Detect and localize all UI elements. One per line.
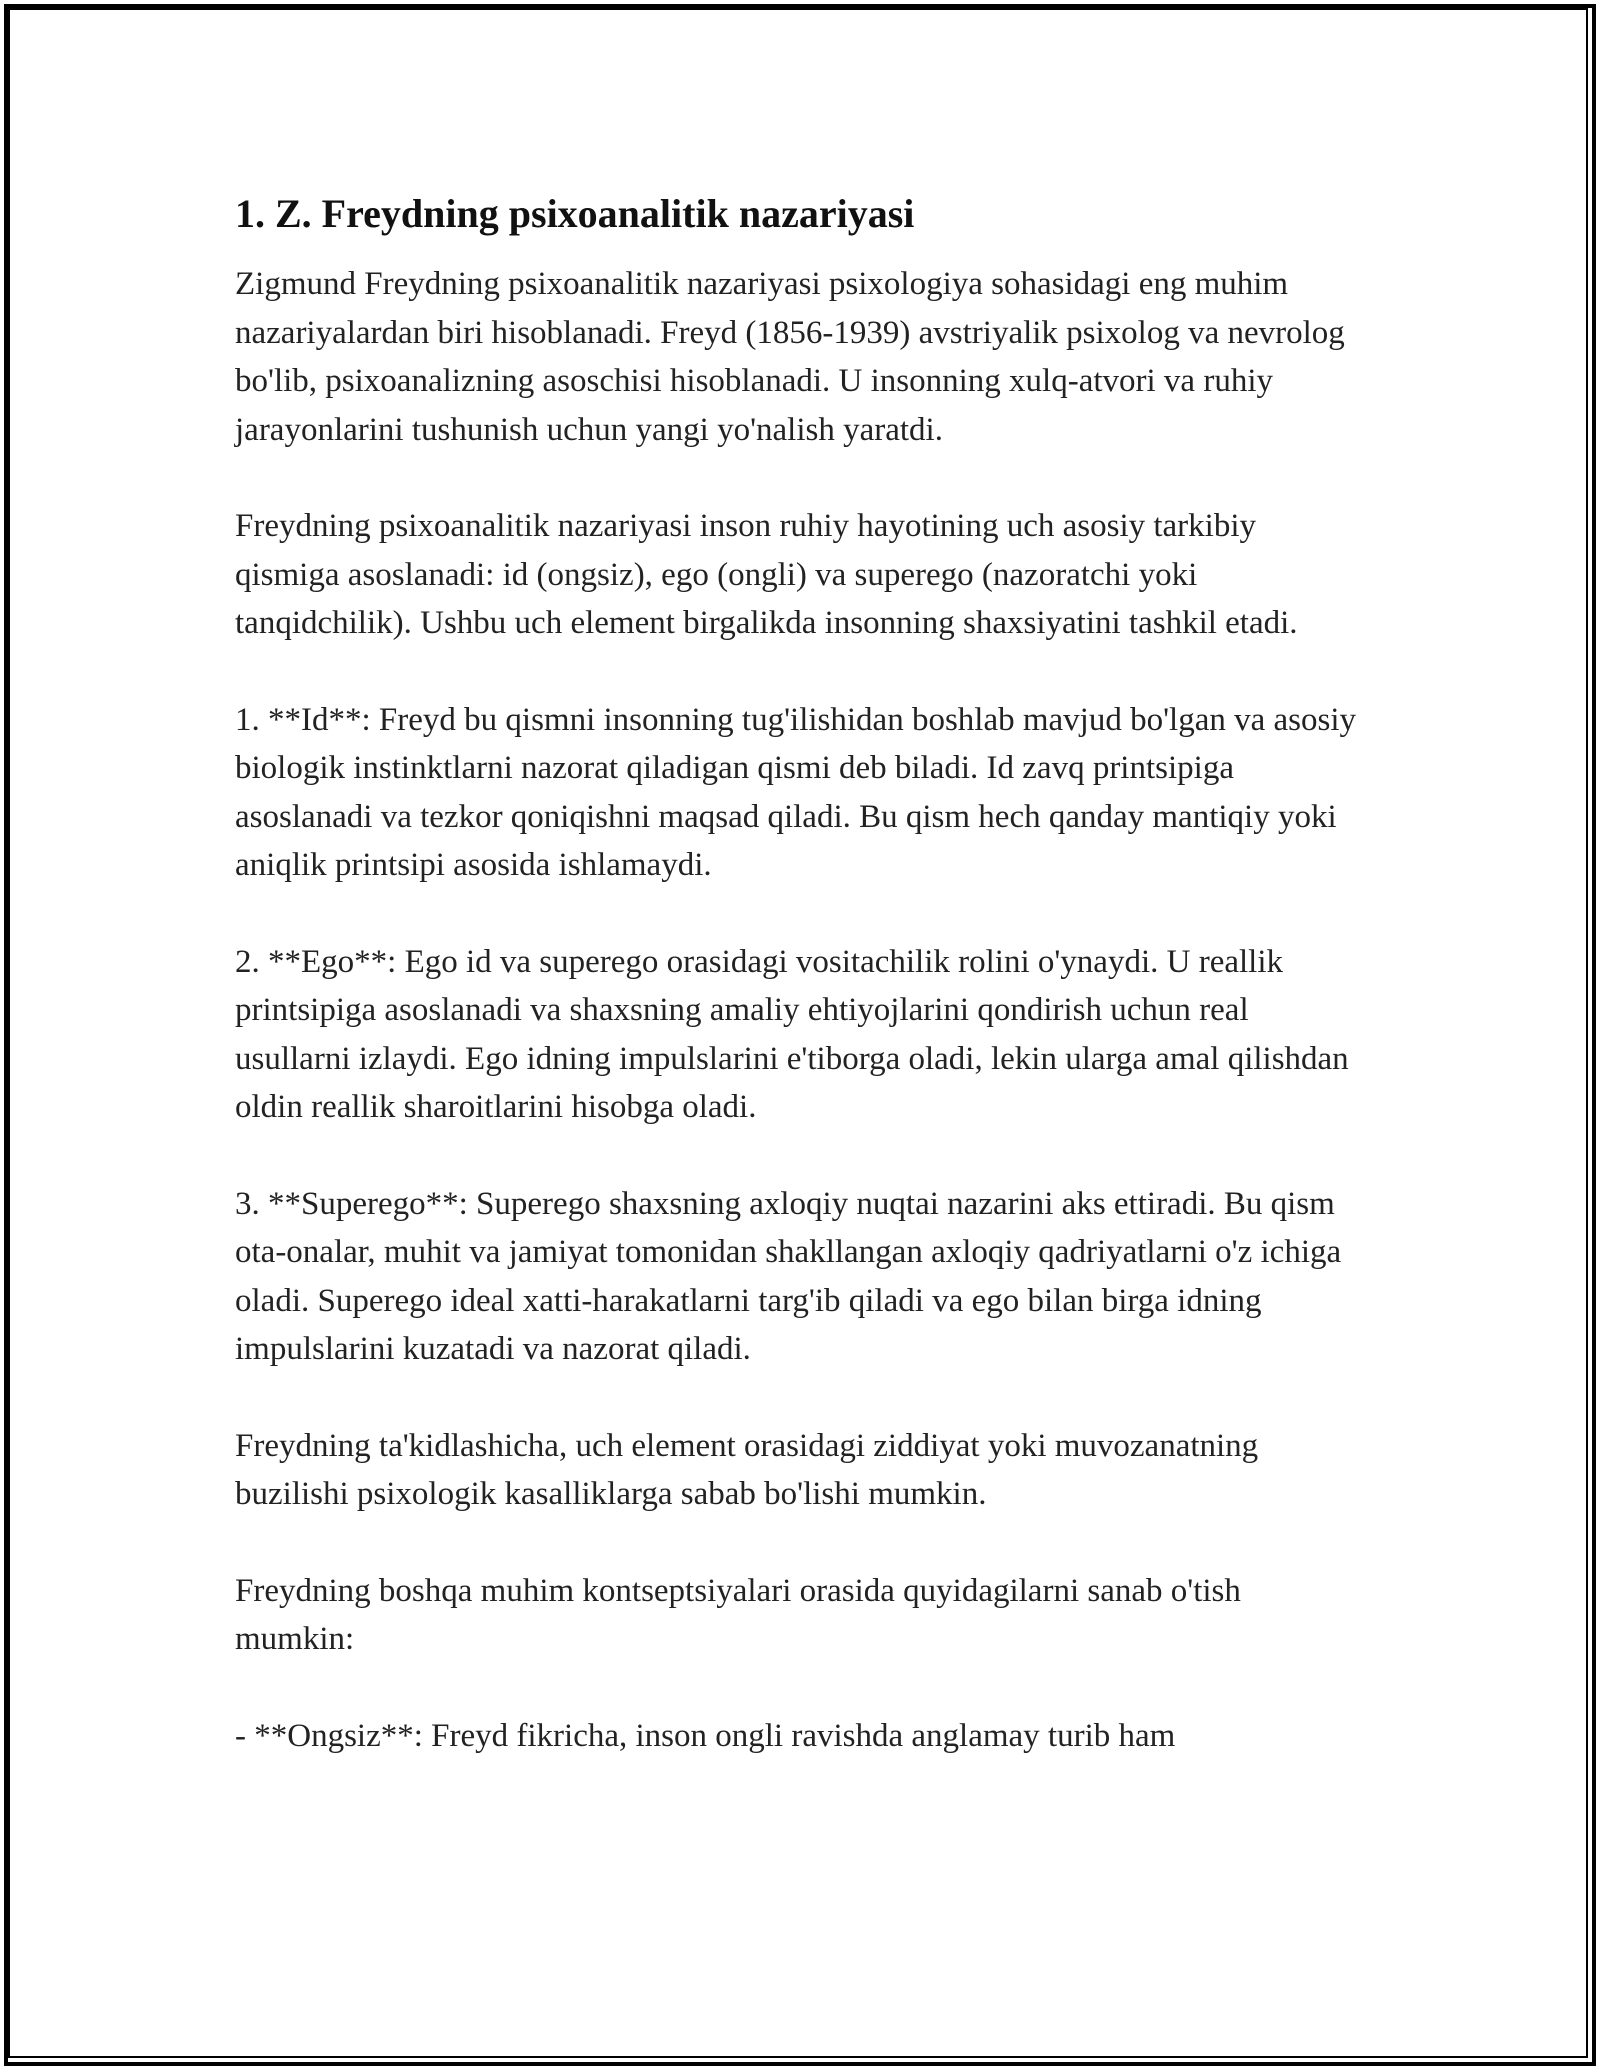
paragraph-structure: Freydning psixoanalitik nazariyasi inson ruhiy hayotining uch asosiy tarkibiy qismiga asoslanadi: id (ongsiz), ego (ongli) va superego (nazoratchi yoki tanqidchilik). Ushbu uch element birgalikda insonning shaxsiyatini tashkil etadi. <box>235 508 1298 641</box>
section-heading: 1. Z. Freydning psixoanalitik nazariyasi <box>235 191 915 236</box>
paragraph-unconscious: - **Ongsiz**: Freyd fikricha, inson ongli ravishda anglamay turib ham <box>235 1717 1176 1754</box>
paragraph-ego: 2. **Ego**: Ego id va superego orasidagi vositachilik rolini o'ynaydi. U reallik printsipiga asoslanadi va shaxsning amaliy ehtiyojlarini qondirish uchun real usullarni izlaydi. Ego idning impulslarini e'tiborga oladi, lekin ularga amal qilishdan oldin reallik sharoitlarini hisobga oladi. <box>235 943 1349 1125</box>
paragraph-conflict: Freydning ta'kidlashicha, uch element orasidagi ziddiyat yoki muvozanatning buzilishi psixologik kasalliklarga sabab bo'lishi mumkin. <box>235 1427 1259 1512</box>
paragraph-other-concepts: Freydning boshqa muhim kontseptsiyalari orasida quyidagilarni sanab o'tish mumkin: <box>235 1572 1241 1657</box>
paragraph-id: 1. **Id**: Freyd bu qismni insonning tug'ilishidan boshlab mavjud bo'lgan va asosiy biologik instinktlarni nazorat qiladigan qismi deb biladi. Id zavq printsipiga asoslanadi va tezkor qoniqishni maqsad qiladi. Bu qism hech qanday mantiqiy yoki aniqlik printsipi asosida ishlamaydi. <box>235 701 1357 883</box>
paragraph-intro: Zigmund Freydning psixoanalitik nazariyasi psixologiya sohasidagi eng muhim nazariyalardan biri hisoblanadi. Freyd (1856-1939) avstriyalik psixolog va nevrolog bo'lib, psixoanalizning asoschisi hisoblanadi. U insonning xulq-atvori va ruhiy jarayonlarini tushunish uchun yangi yo'nalish yaratdi. <box>235 266 1345 448</box>
paragraph-superego: 3. **Superego**: Superego shaxsning axloqiy nuqtai nazarini aks ettiradi. Bu qism ota-onalar, muhit va jamiyat tomonidan shakllangan axloqiy qadriyatlarni o'z ichiga oladi. Superego ideal xatti-harakatlarni targ'ib qiladi va ego bilan birga idning impulslarini kuzatadi va nazorat qiladi. <box>235 1185 1342 1367</box>
document-body <box>235 188 1365 1808</box>
